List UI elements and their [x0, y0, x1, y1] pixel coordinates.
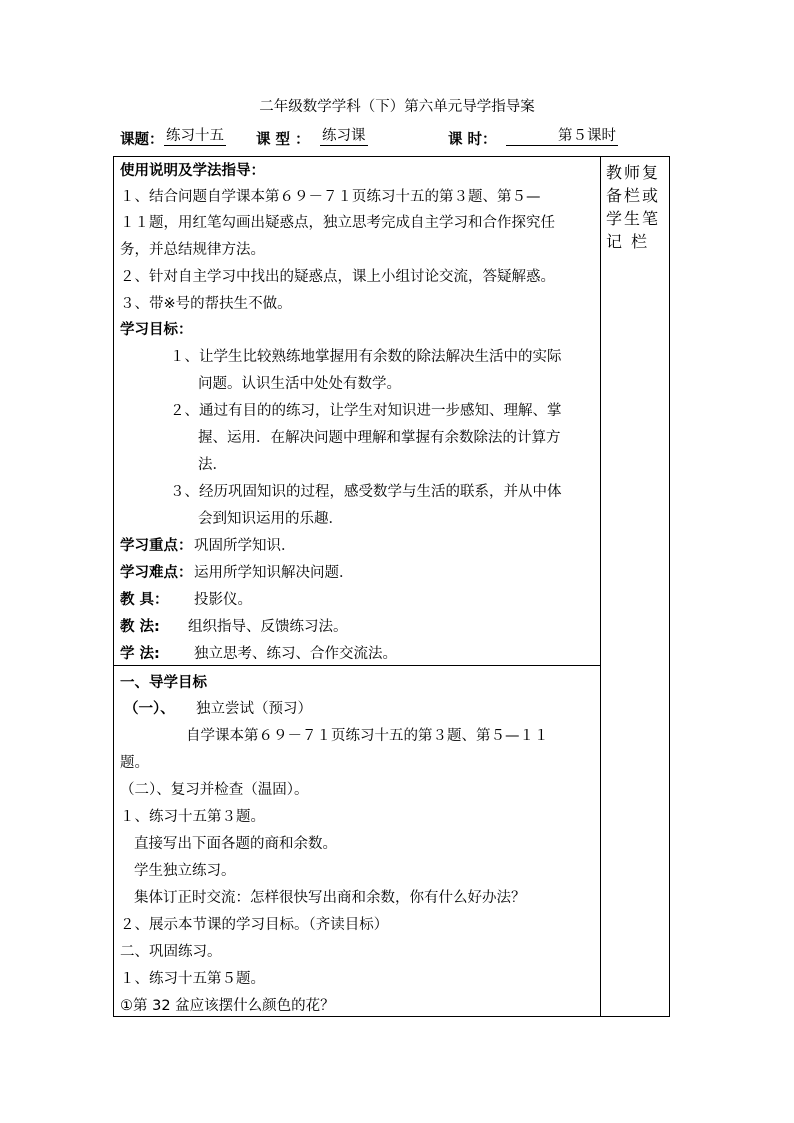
- learning-method-value: 独立思考、练习、合作交流法。: [194, 646, 397, 662]
- body-line: 直接写出下面各题的商和余数。: [134, 836, 337, 852]
- instruction-line: ２、针对自主学习中找出的疑惑点，课上小组讨论交流，答疑解惑。: [120, 269, 555, 285]
- objective-line: ２、通过有目的的练习，让学生对知识进一步感知、理解、掌: [170, 403, 562, 419]
- period-label: 课 时：: [448, 132, 497, 148]
- instruction-line: 务，并总结规律方法。: [120, 242, 265, 258]
- lesson-meta-row: [120, 128, 680, 150]
- difficulty-label: 学习难点：: [120, 565, 193, 581]
- body-line: ①第 32 盆应该摆什么颜色的花？: [120, 998, 335, 1014]
- section-heading: 一、导学目标: [120, 675, 207, 691]
- objective-line: 会到知识运用的乐趣．: [198, 511, 343, 527]
- teaching-method-value: 组织指导、反馈练习法。: [188, 619, 348, 635]
- teaching-method-label: 教 法:: [120, 619, 160, 635]
- body-line: 学生独立练习。: [134, 863, 236, 879]
- body-line: ２、展示本节课的学习目标。（齐读目标）: [120, 917, 389, 933]
- learning-method-label: 学 法:: [120, 646, 160, 662]
- row-divider: [114, 665, 600, 666]
- objective-line: １、让学生比较熟练地掌握用有余数的除法解决生活中的实际: [170, 349, 562, 365]
- subsection-number: （一）、: [124, 701, 175, 717]
- guide-table: [113, 156, 670, 1017]
- body-line: 题。: [120, 755, 149, 771]
- difficulty-value: 运用所学知识解决问题．: [194, 565, 354, 581]
- key-point-label: 学习重点：: [120, 538, 193, 554]
- objective-line: 法．: [198, 457, 227, 473]
- instruction-line: ３、带※号的帮扶生不做。: [120, 296, 292, 312]
- teaching-aids-label: 教 具：: [120, 592, 169, 608]
- body-line: 二、巩固练习。: [120, 944, 222, 960]
- type-label: 课 型 ：: [256, 132, 310, 148]
- objective-line: ３、经历巩固知识的过程，感受数学与生活的联系，并从中体: [170, 484, 562, 500]
- type-value: 练习课: [322, 128, 366, 144]
- period-value: 第５课时: [506, 128, 618, 146]
- body-line: １、练习十五第５题。: [120, 971, 265, 987]
- body-line: （二）、复习并检查（温固）。: [120, 782, 309, 798]
- instruction-line: １１题，用红笔勾画出疑惑点，独立思考完成自主学习和合作探究任: [120, 215, 555, 231]
- notes-header-line: 教师复: [606, 163, 661, 182]
- column-divider: [600, 157, 601, 1016]
- key-point-value: 巩固所学知识．: [194, 538, 296, 554]
- body-line: 自学课本第６９－７１页练习十五的第３题、第５—１１: [186, 728, 549, 744]
- objectives-heading: 学习目标：: [120, 322, 193, 338]
- objective-line: 握、运用．在解决问题中理解和掌握有余数除法的计算方: [198, 430, 561, 446]
- body-line: 集体订正时交流：怎样很快写出商和余数，你有什么好办法？: [134, 890, 526, 906]
- lesson-label: 课题：: [120, 132, 164, 148]
- instructions-heading: 使用说明及学法指导：: [120, 163, 265, 179]
- notes-column-header: [606, 161, 666, 253]
- lesson-value: 练习十五: [166, 128, 224, 144]
- subsection-title: 独立尝试（预习）: [196, 701, 312, 717]
- notes-header-line: 学生笔: [606, 209, 661, 228]
- notes-header-line: 备栏或: [606, 186, 661, 205]
- body-line: １、练习十五第３题。: [120, 809, 265, 825]
- document-title: 二年级数学学科（下）第六单元导学指导案: [259, 99, 535, 115]
- notes-header-line: 记 栏: [606, 232, 650, 251]
- objective-line: 问题。认识生活中处处有数学。: [198, 376, 401, 392]
- teaching-aids-value: 投影仪。: [194, 592, 252, 608]
- instruction-line: １、结合问题自学课本第６９－７１页练习十五的第３题、第５—: [120, 189, 541, 205]
